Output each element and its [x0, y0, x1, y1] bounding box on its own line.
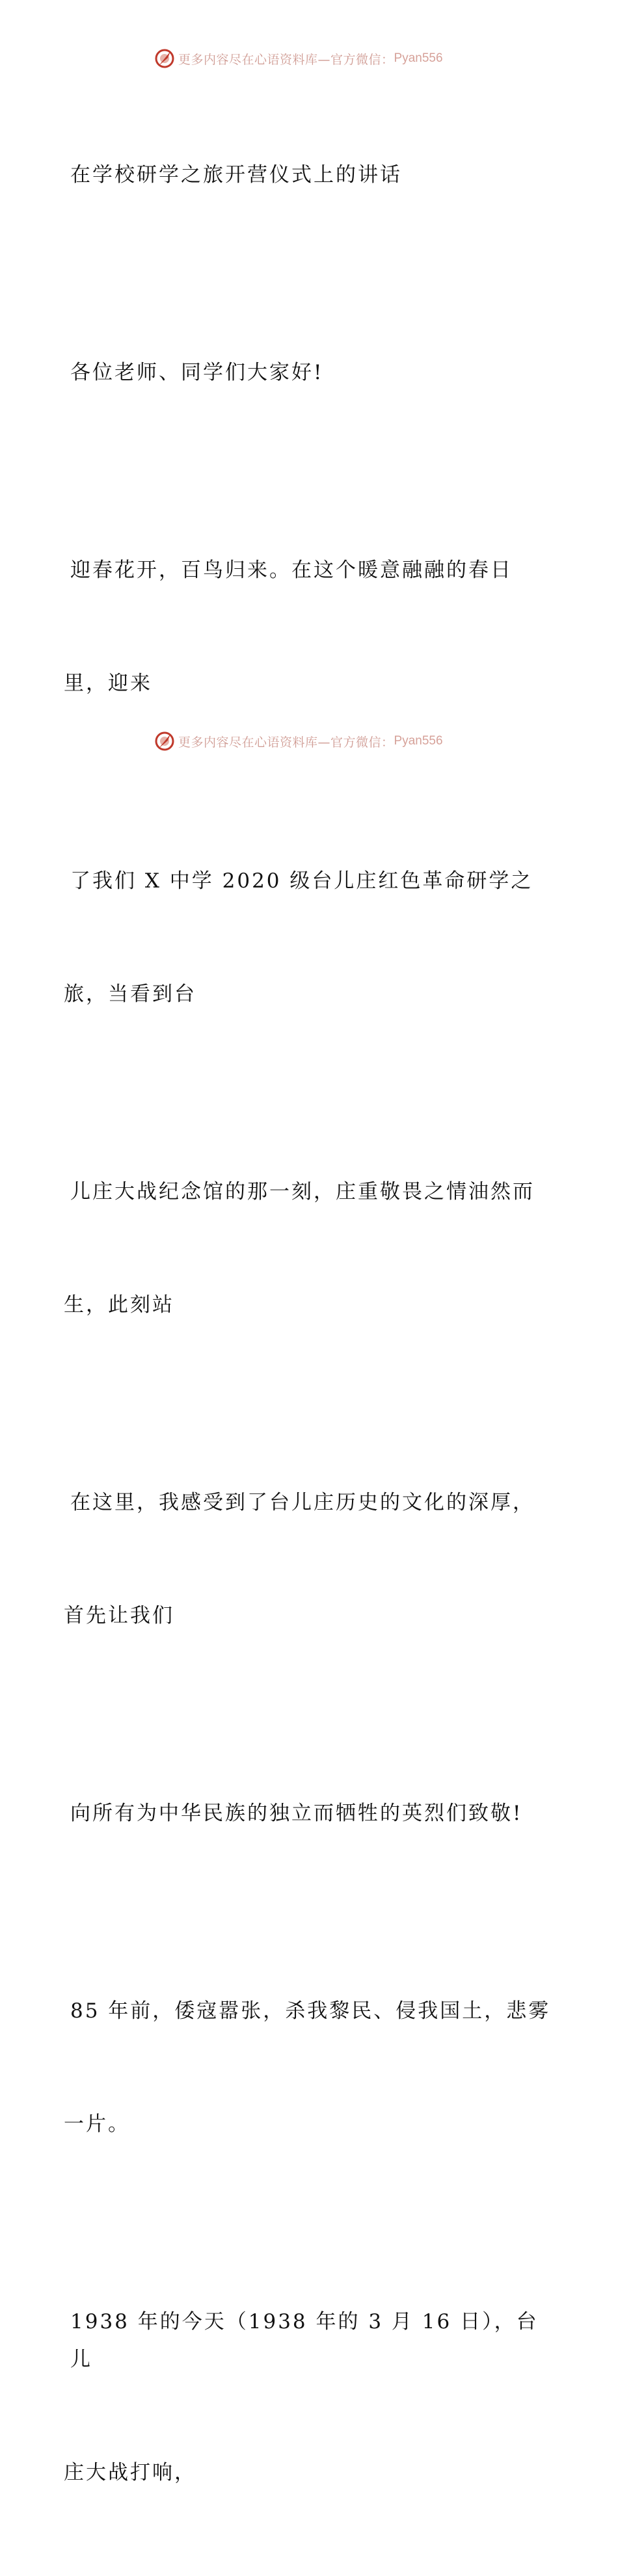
watermark-text: 更多内容尽在心语资料库—官方微信： [178, 735, 394, 750]
paragraph-2: 了我们 X 中学 2020 级台儿庄红色革命研学之 旅，当看到台 [64, 869, 533, 1006]
paragraph-1: 迎春花开，百鸟归来。在这个暖意融融的春日 里，迎来 [64, 559, 513, 695]
watermark-text: 更多内容尽在心语资料库—官方微信： [178, 52, 394, 67]
document-body [64, 81, 558, 2576]
footer-watermark [154, 729, 443, 753]
quill-seal-icon [154, 47, 176, 70]
paragraph-6: 85 年前，倭寇嚣张，杀我黎民、侵我国土，悲雾 一片。 [64, 1999, 551, 2136]
paragraph-3: 儿庄大战纪念馆的那一刻，庄重敬畏之情油然而 生，此刻站 [64, 1180, 535, 1317]
watermark-account: Pyan556 [394, 51, 443, 65]
paragraph-4: 在这里，我感受到了台儿庄历史的文化的深厚， 首先让我们 [64, 1491, 535, 1627]
quill-seal-icon [154, 730, 176, 752]
greeting: 各位老师、同学们大家好! [70, 361, 324, 384]
document-title: 在学校研学之旅开营仪式上的讲话 [70, 163, 402, 187]
paragraph-5: 向所有为中华民族的独立而牺牲的英烈们致敬! [70, 1802, 523, 1825]
header-watermark [154, 47, 443, 70]
paragraph-7: 1938 年的今天（1938 年的 3 月 16 日），台儿 庄大战打响， [64, 2310, 539, 2484]
watermark-account: Pyan556 [394, 734, 443, 748]
